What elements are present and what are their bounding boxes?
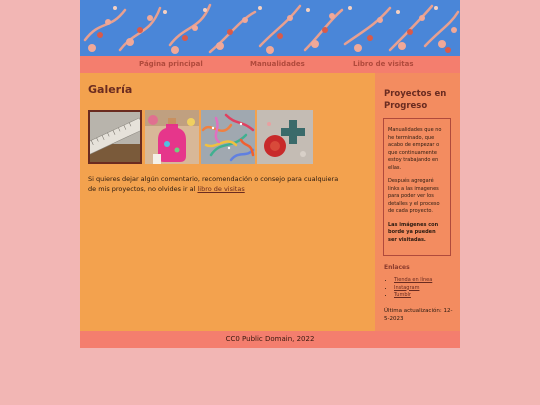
pink-bottle-image — [145, 110, 199, 164]
footer-text: CC0 Public Domain, 2022 — [225, 335, 315, 343]
links-list — [384, 277, 432, 300]
site-container — [80, 0, 460, 348]
gallery-intro-text — [88, 174, 348, 194]
note-paragraph-3: Las imágenes con borde ya pueden ser visitadas. — [388, 221, 439, 243]
sidebar-title: Proyectos en Progreso — [384, 89, 447, 111]
list-item — [394, 277, 432, 285]
note-paragraph-1: Manualidades que no he terminado, que acabo de empezar o que continuamente estoy trabajando en ellas. — [388, 127, 442, 171]
nav-link-home[interactable]: Página principal — [139, 60, 203, 68]
list-item — [394, 292, 432, 300]
gallery-thumb-ruler[interactable] — [88, 110, 142, 164]
last-updated-text: Última actualización: 12-5-2023 — [384, 308, 453, 322]
nav-link-crafts[interactable]: Manualidades — [250, 60, 305, 68]
colorful-beads-image — [201, 110, 255, 164]
link-instagram[interactable]: Instagram — [394, 284, 420, 291]
list-item — [394, 285, 432, 293]
note-paragraph-2: Después agregaré links a las imagenes para poder ver los detalles y el proceso de cada proyecto. — [388, 178, 440, 214]
top-navigation — [80, 56, 460, 73]
guestbook-link[interactable]: libro de visitas — [197, 185, 245, 193]
gallery-thumb-cross — [257, 110, 311, 164]
footer — [80, 331, 460, 348]
projects-note-box — [383, 118, 451, 256]
page-title: Galería — [88, 83, 133, 96]
nav-link-guestbook[interactable]: Libro de visitas — [353, 60, 414, 68]
red-round-cross-image — [257, 110, 313, 164]
coral-beads-banner — [80, 0, 460, 56]
link-tumblr[interactable]: Tumblr — [394, 292, 411, 298]
links-heading: Enlaces — [384, 264, 410, 271]
ruler-image — [90, 112, 140, 162]
sidebar — [375, 73, 460, 331]
gallery-intro-sentence: Si quieres dejar algún comentario, recomendación o consejo para cualquiera de mis proyectos, no olvides ir al — [88, 175, 339, 193]
gallery-thumb-bottle — [145, 110, 199, 164]
header-banner-image — [80, 0, 460, 56]
main-content — [80, 73, 375, 331]
link-online-store[interactable]: Tienda en línea — [394, 277, 433, 283]
gallery-thumb-beads — [201, 110, 255, 164]
